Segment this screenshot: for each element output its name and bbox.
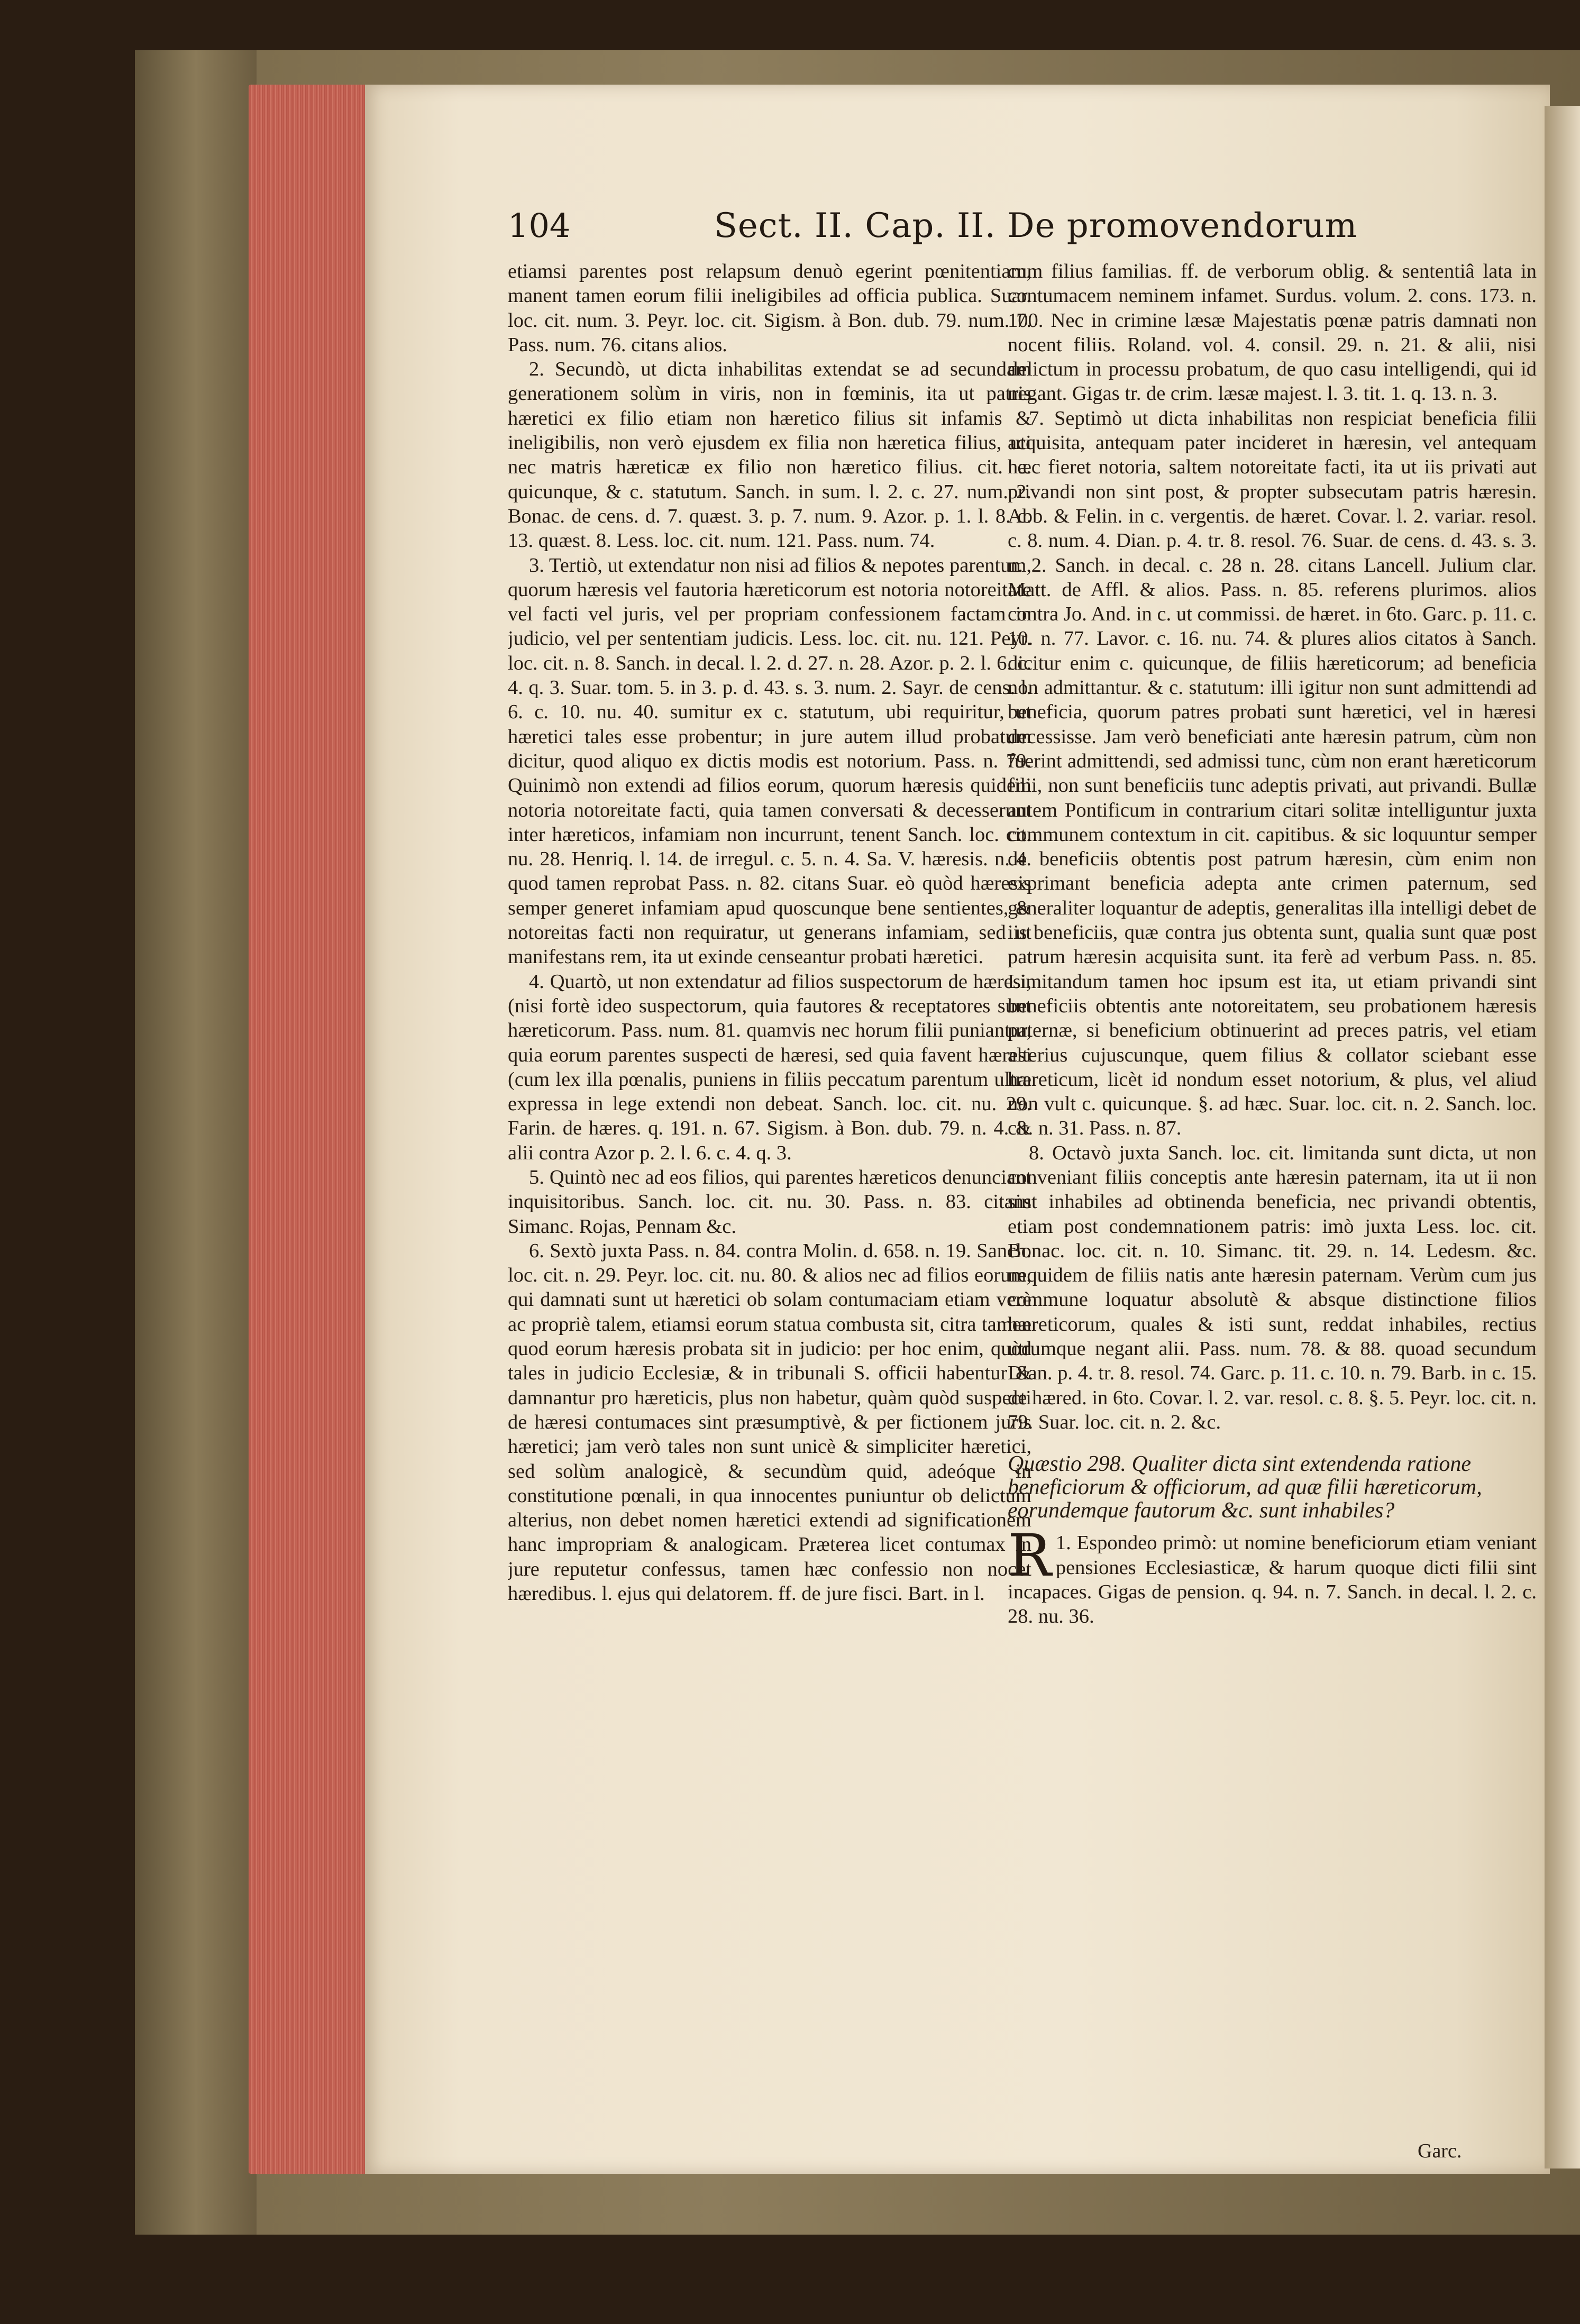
paragraph: 6. Sextò juxta Pass. n. 84. contra Molin. d. 658. n. 19. Sanch. loc. cit. n. 29. Peyr. loc. cit. nu. 80. & alios nec ad filios eorum, qui damnati sunt ut hæretici ob solam contumaciam etiam verè ac propriè talem, etiamsi eorum statua combusta sit, citra tamen quod eorum hæresis probata sit in judicio: per hoc enim, quòd tales in judicio Ecclesiæ, & in tribunali S. officii habentur & damnantur pro hæreticis, plus non habetur, quàm quòd suspecti de hæresi contumaces sint præsumptivè, & per fictionem juris hæretici; jam verò tales non sunt unicè & simpliciter hæretici, sed solùm analogicè, & secundùm quid, adeóque in constitutione pœnali, in qua innocentes puniuntur ob delictum alterius, non debet nomen hæretici extendi ad significationem hanc impropriam & analogicam. Præterea licet contumax in jure reputetur confessus, tamen hæc confessio non nocet hæredibus. l. ejus qui delatorem. ff. de jure fisci. Bart. in l. [508, 1239, 1031, 1605]
left-column [508, 259, 1031, 2153]
paragraph: 4. Quartò, ut non extendatur ad filios suspectorum de hæresi, (nisi fortè ideo suspectorum, quia fautores & receptatores sunt hæreticorum. Pass. num. 81. quamvis nec horum filii puniantur, quia eorum parentes suspecti de hæresi, sed quia favent hæresi (cum lex illa pœnalis, puniens in filiis peccatum parentum ultra expressa in lege extendi non debeat. Sanch. loc. cit. nu. 29. Farin. de hæres. q. 191. n. 67. Sigism. à Bon. dub. 79. n. 4. & alii contra Azor p. 2. l. 6. c. 4. q. 3. [508, 970, 1031, 1164]
red-page-edges [249, 85, 381, 2174]
paragraph: 5. Quintò nec ad eos filios, qui parentes hæreticos denunciant inquisitoribus. Sanch. loc. cit. nu. 30. Pass. n. 83. citans Simanc. Rojas, Pennam &c. [508, 1166, 1031, 1238]
question-heading: Quæstio 298. Qualiter dicta sint extendenda ratione beneficiorum & officiorum, ad quæ filii hæreticorum, eorundemque fautorum &c. sunt inhabiles? [1008, 1452, 1482, 1523]
page-header [508, 206, 1358, 254]
paragraph: 8. Octavò juxta Sanch. loc. cit. limitanda sunt dicta, ut non conveniant filiis conceptis ante hæresin paternam, ita ut ii non sint inhabiles ad obtinenda beneficia, nec privandi obtentis, etiam post condemnationem patris: imò juxta Less. loc. cit. Bonac. loc. cit. n. 10. Simanc. tit. 29. n. 14. Ledesm. &c. nequidem de filiis natis ante hæresin paternam. Verùm cum jus commune loquatur absolutè & absque distinctione filios hæreticorum, quales & isti sunt, reddat inhabiles, rectius utrumque negant alii. Pass. num. 78. & 88. quoad secundum Dian. p. 4. tr. 8. resol. 74. Garc. p. 11. c. 10. n. 79. Barb. in c. 15. de hæred. in 6to. Covar. l. 2. var. resol. c. 8. §. 5. Peyr. loc. cit. n. 79. Suar. loc. cit. n. 2. &c. [1008, 1141, 1537, 1433]
facing-page-edge [1545, 106, 1580, 2169]
book-spine-edge [135, 50, 257, 2235]
right-column [1008, 259, 1537, 2153]
answer-number: 1. [1055, 1532, 1071, 1554]
drop-cap: R [1008, 1522, 1052, 1590]
paragraph: 3. Tertiò, ut extendatur non nisi ad filios & nepotes parentum, quorum hæresis vel fautoria hæreticorum est notoria notoreitate vel facti vel juris, vel per propriam confessionem factam in judicio, vel per sententiam judicis. Less. loc. cit. nu. 121. Peyr. loc. cit. n. 8. Sanch. in decal. l. 2. d. 27. n. 28. Azor. p. 2. l. 6. c. 4. q. 3. Suar. tom. 5. in 3. p. d. 43. s. 3. num. 2. Sayr. de cens. l. 6. c. 10. nu. 40. sumitur ex c. statutum, ubi requiritur, ut hæretici tales esse probentur; in jure autem illud probatum dicitur, quod aliquo ex dictis modis est notorium. Pass. n. 79. Quinimò non extendi ad filios eorum, quorum hæresis quidem notoria notoreitate facti, quia tamen conversati & decesserunt inter hæreticos, infamiam non incurrunt, tenent Sanch. loc. cit. nu. 28. Henriq. l. 14. de irregul. c. 5. n. 4. Sa. V. hæresis. n. 4. quod tamen reprobat Pass. n. 82. citans Suar. eò quòd hæresis semper generet infamiam apud quoscunque bene sentientes, & notoreitas facti non requiratur, ut generans infamiam, sed ut manifestans rem, ita ut exinde censeantur probati hæretici. [508, 554, 1031, 968]
paragraph: etiamsi parentes post relapsum denuò egerint pœnitentiam, manent tamen eorum filii ineligibiles ad officia publica. Suar. loc. cit. num. 3. Peyr. loc. cit. Sigism. à Bon. dub. 79. num. 7. Pass. num. 76. citans alios. [508, 260, 1031, 356]
page-number: 104 [508, 206, 571, 245]
paragraph: 7. Septimò ut dicta inhabilitas non respiciat beneficia filii acquisita, antequam pater incideret in hæresin, vel antequam hæc fieret notoria, saltem notoreitate facti, ita ut iis privati aut privandi non sint post, & propter subsecutam patris hæresin. Abb. & Felin. in c. vergentis. de hæret. Covar. l. 2. variar. resol. c. 8. num. 4. Dian. p. 4. tr. 8. resol. 76. Suar. de cens. d. 43. s. 3. n. 2. Sanch. in decal. c. 28 n. 28. citans Lancell. Julium clar. Matt. de Affl. & alios. Pass. n. 85. referens plurimos. alios contra Jo. And. in c. ut commissi. de hæret. in 6to. Garc. p. 11. c. 10. n. 77. Lavor. c. 16. nu. 74. & plures alios citatos à Sanch. dicitur enim c. quicunque, de filiis hæreticorum; ad beneficia non admittantur. & c. statutum: illi igitur non sunt admittendi ad beneficia, quorum patres probati sunt hæretici, vel in hæresi decessisse. Jam verò beneficiati ante hæresin patrum, cùm non fuerint admittendi, sed admissi tunc, cùm non erant hæreticorum filii, non sunt beneficiis tunc adeptis privati, aut privandi. Bullæ autem Pontificum in contrarium citari solitæ intelliguntur juxta communem contextum in cit. capitibus. & sic loquuntur semper de beneficiis obtentis post patrum hæresin, cùm enim non exprimant beneficia adepta ante crimen paternum, sed generaliter loquantur de adeptis, generalitas illa intelligi debet de iis beneficiis, quæ contra jus obtenta sunt, qualia sunt quæ post patrum hæresin acquisita sunt. ita ferè ad verbum Pass. n. 85. Limitandum tamen hoc ipsum est ita, ut etiam privandi sint beneficiis obtentis ante notoreitatem, seu probationem hæresis paternæ, si beneficium obtinuerint ad preces patris, vel etiam alterius cujuscunque, quem filius & collator sciebant esse hæreticum, licèt id nondum esset notorium, & plus, vel aliud non vult c. quicunque. §. ad hæc. Suar. loc. cit. n. 2. Sanch. loc. cit. n. 31. Pass. n. 87. [1008, 407, 1537, 1140]
paragraph: cum filius familias. ff. de verborum oblig. & sententiâ lata in contumacem neminem infamet. Surdus. volum. 2. cons. 173. n. 100. Nec in crimine læsæ Majestatis pœnæ patris damnati non nocent filiis. Roland. vol. 4. consil. 29. n. 21. & alii, nisi delictum in processu probatum, de quo casu intelligendi, qui id negant. Gigas tr. de crim. læsæ majest. l. 3. tit. 1. q. 13. n. 3. [1008, 260, 1537, 405]
answer-text: Espondeo primò: ut nomine beneficiorum etiam veniant pensiones Ecclesiasticæ, & harum quoque dicti filii sint incapaces. Gigas de pension. q. 94. n. 7. Sanch. in decal. l. 2. c. 28. nu. 36. [1008, 1532, 1537, 1628]
question-answer [1008, 1522, 1537, 1628]
catchword: Garc. [1418, 2140, 1462, 2162]
paragraph: 2. Secundò, ut dicta inhabilitas extendat se ad secundam generationem solùm in viris, non in fœminis, ita ut patris hæretici ex filio etiam non hæretico filius sit infamis & ineligibilis, non verò ejusdem ex filia non hæretica filius, uti nec matris hæreticæ ex filio non hæretico filius. cit. c. quicunque, & c. statutum. Sanch. in sum. l. 2. c. 27. num. 2. Bonac. de cens. d. 7. quæst. 3. p. 7. num. 9. Azor. p. 1. l. 8. c. 13. quæst. 8. Less. loc. cit. num. 121. Pass. num. 74. [508, 358, 1031, 552]
running-head: Sect. II. Cap. II. De promovendorum [714, 206, 1358, 245]
